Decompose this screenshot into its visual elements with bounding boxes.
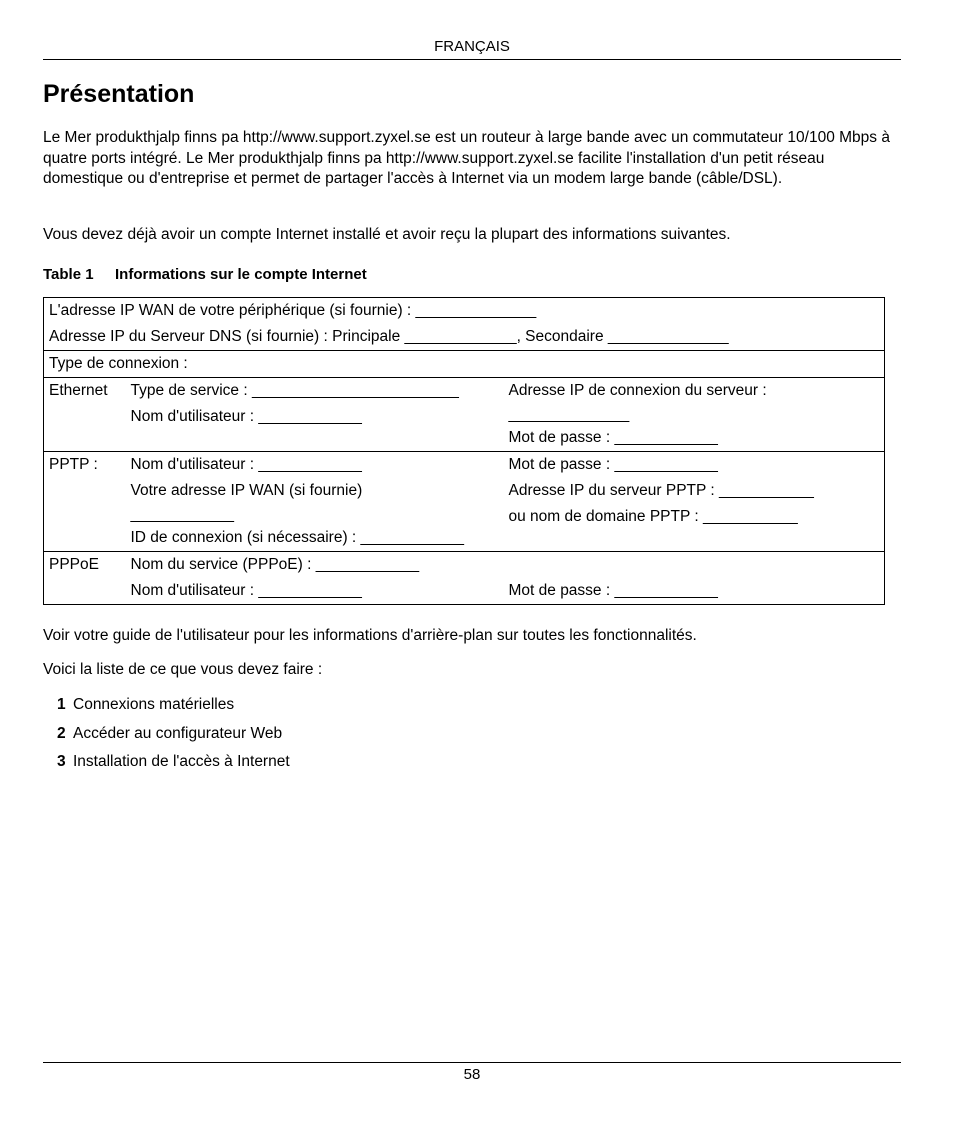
footer-rule — [43, 1062, 901, 1063]
table-caption — [43, 266, 367, 283]
step-text: Connexions matérielles — [73, 696, 235, 713]
pptp-login-id-field: ID de connexion (si nécessaire) : ____________ — [130, 529, 464, 546]
list-item — [57, 723, 290, 752]
header-language: FRANÇAIS — [434, 38, 510, 55]
table-row — [44, 298, 885, 351]
ethernet-password-field: Mot de passe : ____________ — [508, 429, 718, 446]
pppoe-label: PPPoE — [49, 556, 99, 573]
pptp-password-field: Mot de passe : ____________ — [508, 456, 718, 473]
pptp-wan-ip-field: Votre adresse IP WAN (si fournie) — [130, 482, 363, 499]
table-caption-number: Table 1 — [43, 266, 94, 283]
pptp-username-field: Nom d'utilisateur : ____________ — [130, 456, 362, 473]
steps-list — [57, 694, 290, 780]
ethernet-server-ip-field: Adresse IP de connexion du serveur : — [508, 382, 767, 399]
pppoe-service-name-field: Nom du service (PPPoE) : ____________ — [130, 556, 420, 573]
user-guide-paragraph: Voir votre guide de l'utilisateur pour les informations d'arrière-plan sur toutes les fonctionnalités. — [43, 627, 697, 644]
pptp-domain-field: ou nom de domaine PPTP : ___________ — [508, 508, 798, 525]
list-item — [57, 694, 290, 723]
pppoe-password-field: Mot de passe : ____________ — [508, 582, 718, 599]
todo-intro-paragraph: Voici la liste de ce que vous devez faire : — [43, 661, 323, 678]
pptp-label: PPTP : — [49, 456, 98, 473]
list-item — [57, 751, 290, 780]
pptp-server-ip-field: Adresse IP du serveur PPTP : ___________ — [508, 482, 814, 499]
table-row-pptp — [44, 452, 885, 552]
table-caption-title: Informations sur le compte Internet — [115, 266, 367, 283]
ethernet-username-field: Nom d'utilisateur : ____________ — [130, 408, 362, 425]
page-title: Présentation — [43, 80, 195, 108]
header-rule — [43, 59, 901, 60]
wan-ip-field: L'adresse IP WAN de votre périphérique (si fournie) : ______________ — [49, 302, 537, 319]
ethernet-label: Ethernet — [49, 382, 108, 399]
table-row — [44, 351, 885, 378]
requirements-paragraph: Vous devez déjà avoir un compte Internet installé et avoir reçu la plupart des informations suivantes. — [43, 226, 731, 243]
step-number: 2 — [57, 724, 66, 742]
ethernet-service-type-field: Type de service : ________________________ — [130, 382, 459, 399]
pptp-wan-ip-blank: ____________ — [130, 506, 234, 523]
pppoe-username-field: Nom d'utilisateur : ____________ — [130, 582, 362, 599]
connection-type-label: Type de connexion : — [49, 355, 188, 372]
step-number: 3 — [57, 753, 66, 770]
step-text: Installation de l'accès à Internet — [73, 753, 290, 770]
account-info-table — [43, 297, 885, 605]
page-number: 58 — [463, 1066, 481, 1083]
table-row-pppoe — [44, 552, 885, 605]
step-text: Accéder au configurateur Web — [73, 724, 283, 742]
dns-field: Adresse IP du Serveur DNS (si fournie) : Principale _____________, Secondaire ______________ — [49, 328, 729, 345]
intro-paragraph: Le Mer produkthjalp finns pa http://www.support.zyxel.se est un routeur à large bande avec un commutateur 10/100 Mbps à quatre ports intégré. Le Mer produkthjalp finns pa http://www.support.zyxel.se facilite l'installation d'un petit réseau domestique ou d'entreprise et permet de partager l'accès à Internet via un modem large bande (câble/DSL). — [43, 129, 890, 187]
step-number: 1 — [57, 696, 66, 713]
ethernet-server-ip-blank: ______________ — [508, 406, 630, 423]
table-row-ethernet — [44, 378, 885, 452]
